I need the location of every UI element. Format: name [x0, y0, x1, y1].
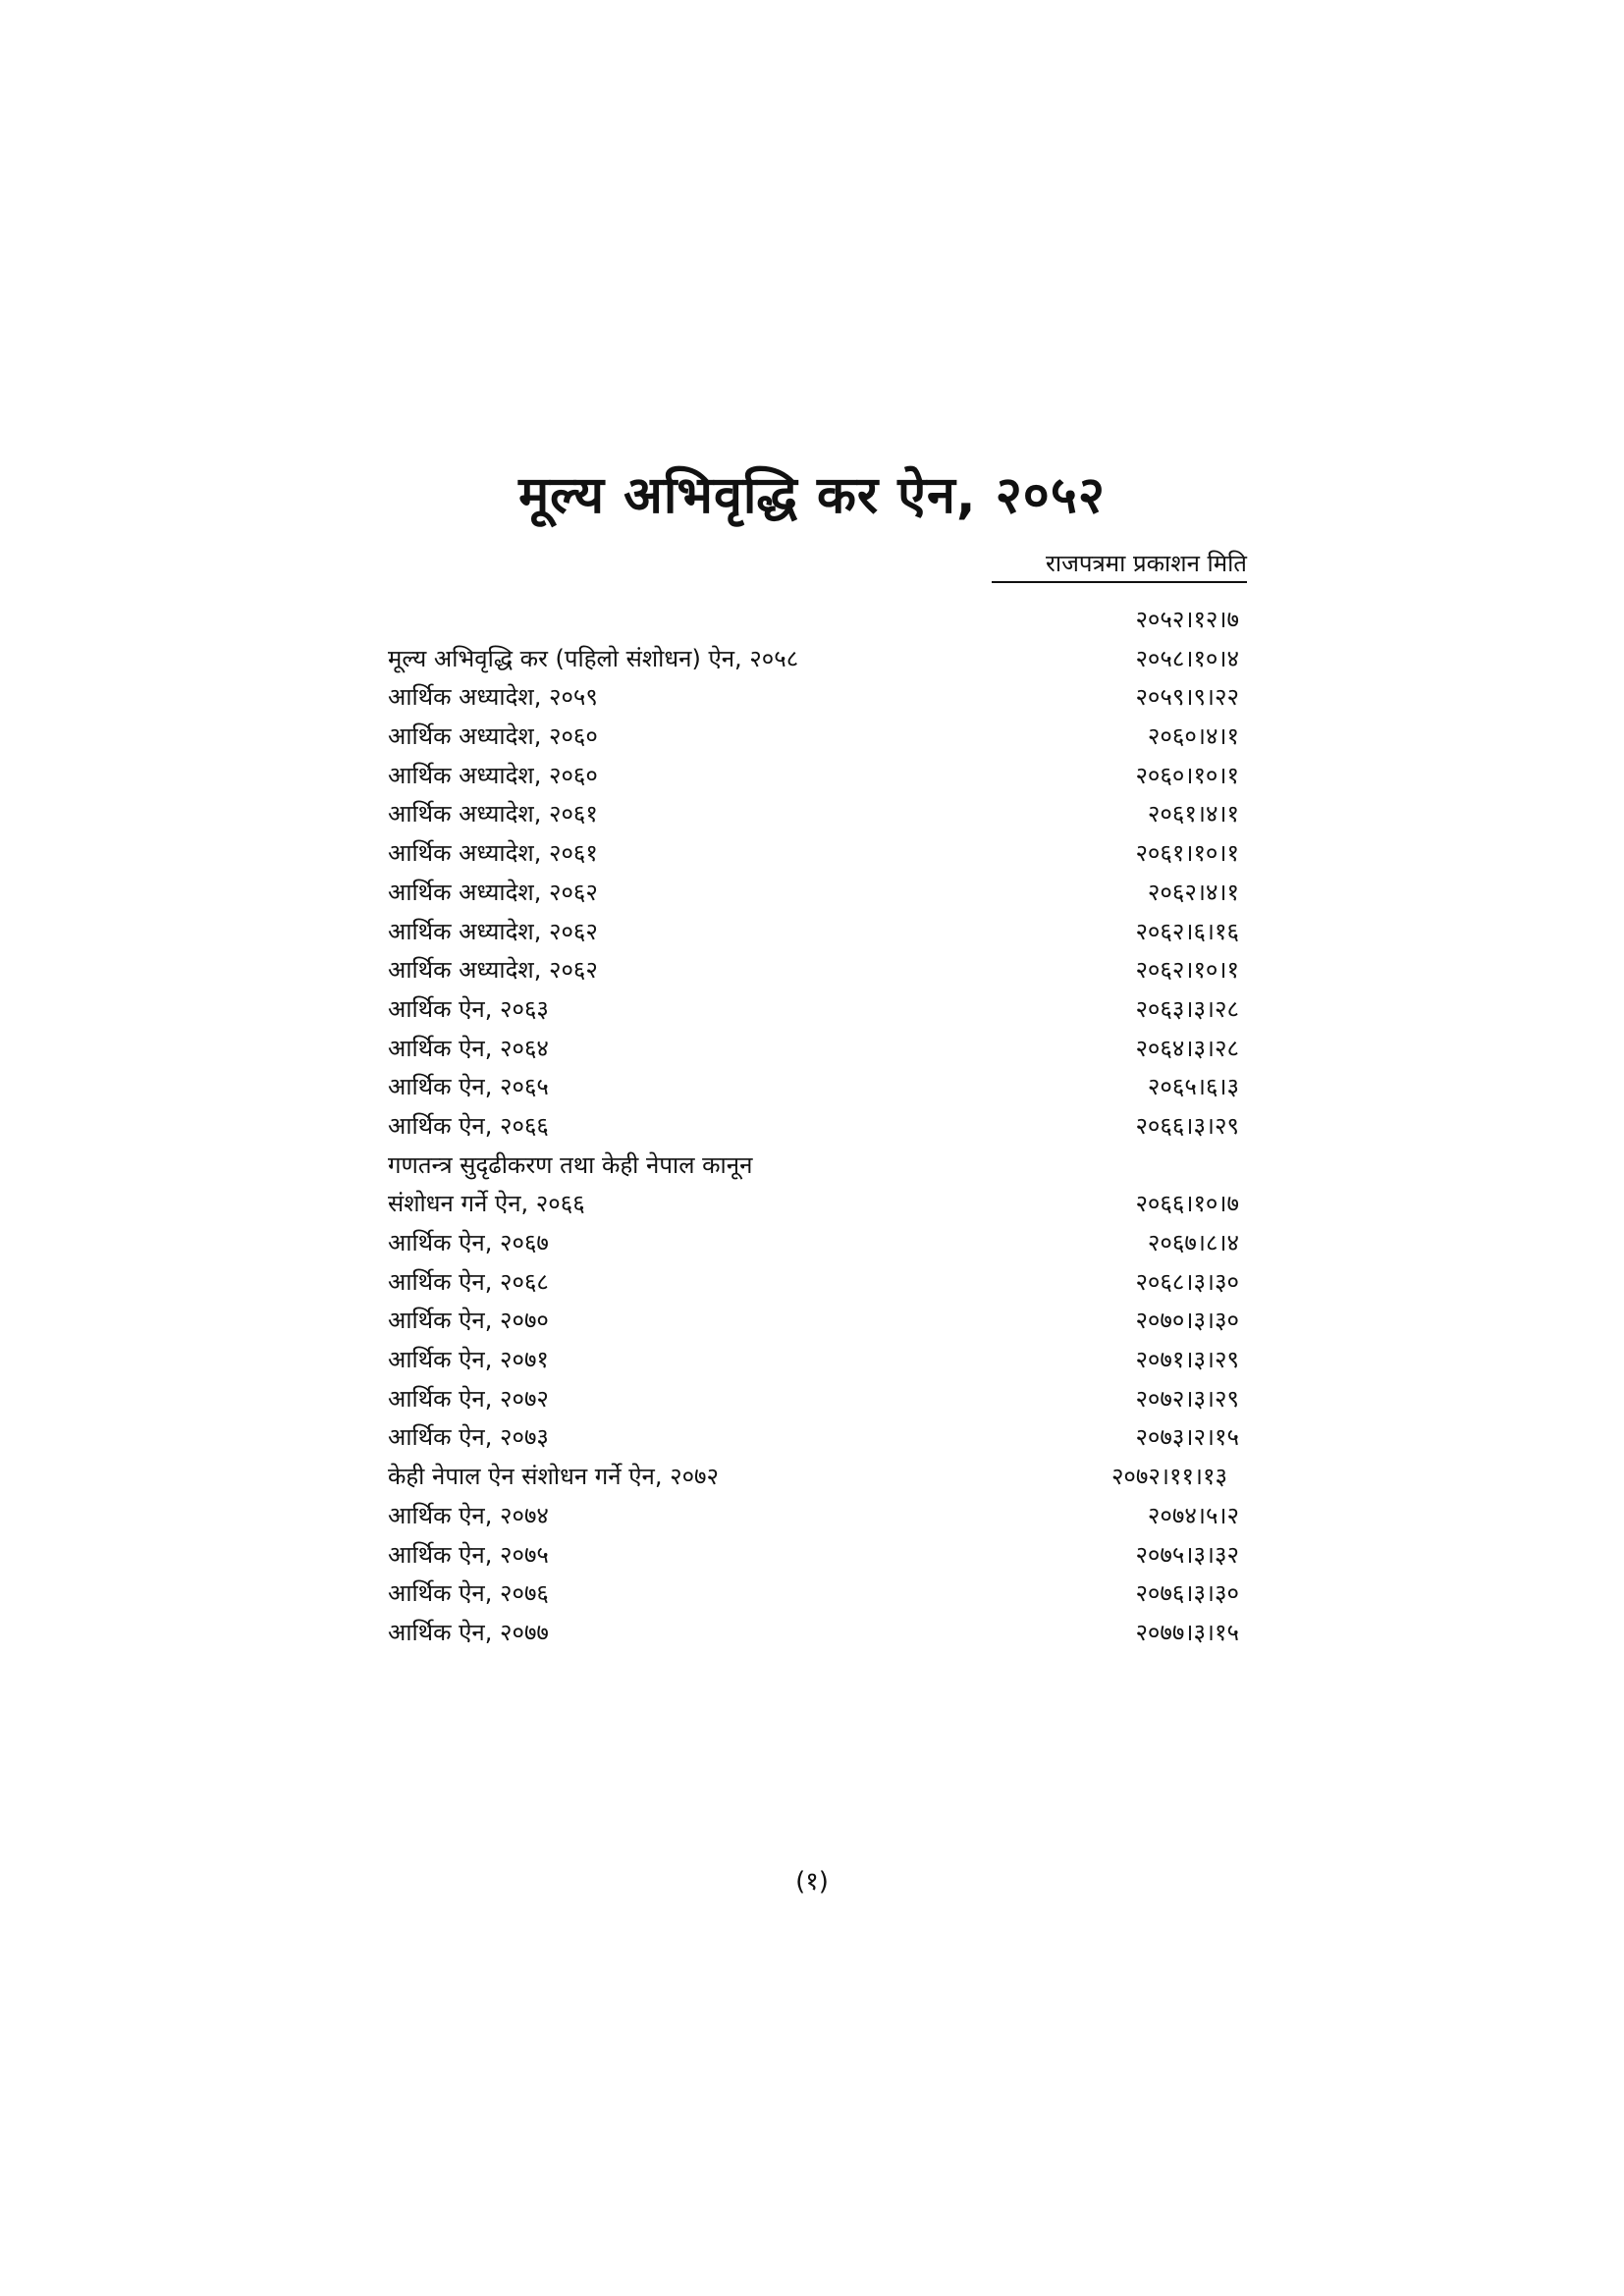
entry-name: आर्थिक ऐन, २०६६	[388, 1111, 549, 1140]
list-item	[388, 951, 1247, 990]
list-item	[388, 1107, 1247, 1147]
entry-name: संशोधन गर्ने ऐन, २०६६	[388, 1190, 585, 1218]
list-item	[388, 1575, 1247, 1614]
entry-name: आर्थिक अध्यादेश, २०६२	[388, 956, 598, 985]
entry-name: आर्थिक अध्यादेश, २०६२	[388, 917, 598, 945]
list-item	[388, 1458, 1247, 1497]
entry-name: आर्थिक ऐन, २०७३	[388, 1423, 549, 1452]
entry-name: आर्थिक ऐन, २०६४	[388, 1034, 549, 1062]
entry-name: आर्थिक अध्यादेश, २०५९	[388, 683, 598, 712]
entry-name: आर्थिक ऐन, २०६३	[388, 994, 549, 1023]
list-item	[388, 1418, 1247, 1458]
list-item	[388, 1302, 1247, 1341]
list-item	[388, 834, 1247, 874]
entry-name: आर्थिक अध्यादेश, २०६०	[388, 722, 598, 751]
entry-name: आर्थिक ऐन, २०७४	[388, 1501, 549, 1529]
list-item	[388, 1185, 1247, 1224]
entry-name: आर्थिक अध्यादेश, २०६०	[388, 761, 598, 789]
entry-date: २०६२।४।१	[1147, 878, 1239, 906]
entry-date: २०६५।६।३	[1147, 1073, 1239, 1101]
entry-name: आर्थिक अध्यादेश, २०६१	[388, 839, 598, 868]
entry-date: २०७१।३।२९	[1135, 1346, 1239, 1374]
entry-name: गणतन्त्र सुदृढीकरण तथा केही नेपाल कानून	[388, 1150, 753, 1179]
list-item	[388, 1536, 1247, 1575]
publication-date-header: राजपत्रमा प्रकाशन मिति	[992, 548, 1247, 583]
entry-date: २०७६।३।३०	[1135, 1579, 1239, 1608]
entry-name: आर्थिक ऐन, २०७२	[388, 1384, 549, 1413]
list-item	[388, 1030, 1247, 1069]
list-item	[388, 874, 1247, 913]
entry-date: २०६१।४।१	[1147, 800, 1239, 828]
list-item	[388, 640, 1247, 679]
entry-name: आर्थिक ऐन, २०६५	[388, 1073, 549, 1101]
entry-date: २०६०।१०।१	[1135, 761, 1239, 789]
entry-name: मूल्य अभिवृद्धि कर (पहिलो संशोधन) ऐन, २०५८	[388, 644, 799, 672]
entry-date: २०५८।१०।४	[1135, 644, 1239, 672]
list-item	[388, 718, 1247, 757]
list-item	[388, 678, 1247, 718]
entry-date: २०६६।३।२९	[1135, 1111, 1239, 1140]
amendment-list	[388, 601, 1247, 1653]
page-title: मूल्य अभिवृद्धि कर ऐन, २०५२	[518, 466, 1106, 525]
entry-date: २०७५।३।३२	[1135, 1540, 1239, 1569]
entry-name: आर्थिक अध्यादेश, २०६१	[388, 800, 598, 828]
entry-date: २०६०।४।१	[1147, 722, 1239, 751]
entry-date: २०७३।२।१५	[1135, 1423, 1239, 1452]
entry-date: २०६१।१०।१	[1135, 839, 1239, 868]
list-item	[388, 1147, 1247, 1186]
list-item	[388, 601, 1247, 640]
list-item	[388, 913, 1247, 952]
entry-date: २०७२।११।१३	[1110, 1463, 1227, 1491]
entry-date: २०७०।३।३०	[1135, 1307, 1239, 1335]
entry-name: आर्थिक ऐन, २०७७	[388, 1618, 549, 1646]
entry-name: आर्थिक ऐन, २०६७	[388, 1229, 549, 1256]
entry-date: २०५९।९।२२	[1135, 683, 1239, 712]
entry-date: २०६२।६।१६	[1135, 917, 1239, 945]
entry-date: २०६२।१०।१	[1135, 956, 1239, 985]
list-item	[388, 1341, 1247, 1380]
page-number: (१)	[795, 1867, 829, 1896]
entry-name: केही नेपाल ऐन संशोधन गर्ने ऐन, २०७२	[388, 1463, 720, 1491]
entry-date: २०६४।३।२८	[1135, 1034, 1239, 1062]
entry-date: २०६६।१०।७	[1135, 1190, 1239, 1218]
entry-date: २०७२।३।२९	[1135, 1384, 1239, 1413]
entry-name: आर्थिक ऐन, २०७६	[388, 1579, 549, 1608]
list-item	[388, 1614, 1247, 1653]
list-item	[388, 1263, 1247, 1303]
list-item	[388, 1068, 1247, 1107]
entry-date: २०७४।५।२	[1147, 1501, 1239, 1529]
entry-name: आर्थिक ऐन, २०७१	[388, 1346, 549, 1374]
entry-date: २०६७।८।४	[1147, 1229, 1239, 1256]
list-item	[388, 1224, 1247, 1263]
entry-date: २०५२।१२।७	[1135, 606, 1239, 633]
entry-date: २०७७।३।१५	[1135, 1618, 1239, 1646]
entry-name: आर्थिक ऐन, २०६८	[388, 1267, 549, 1296]
entry-date: २०६८।३।३०	[1135, 1267, 1239, 1296]
entry-name: आर्थिक अध्यादेश, २०६२	[388, 878, 598, 906]
entry-name: आर्थिक ऐन, २०७५	[388, 1540, 549, 1569]
list-item	[388, 990, 1247, 1030]
entry-date: २०६३।३।२८	[1135, 994, 1239, 1023]
list-item	[388, 1380, 1247, 1419]
entry-name: आर्थिक ऐन, २०७०	[388, 1307, 549, 1335]
list-item	[388, 1497, 1247, 1536]
list-item	[388, 795, 1247, 834]
list-item	[388, 757, 1247, 796]
